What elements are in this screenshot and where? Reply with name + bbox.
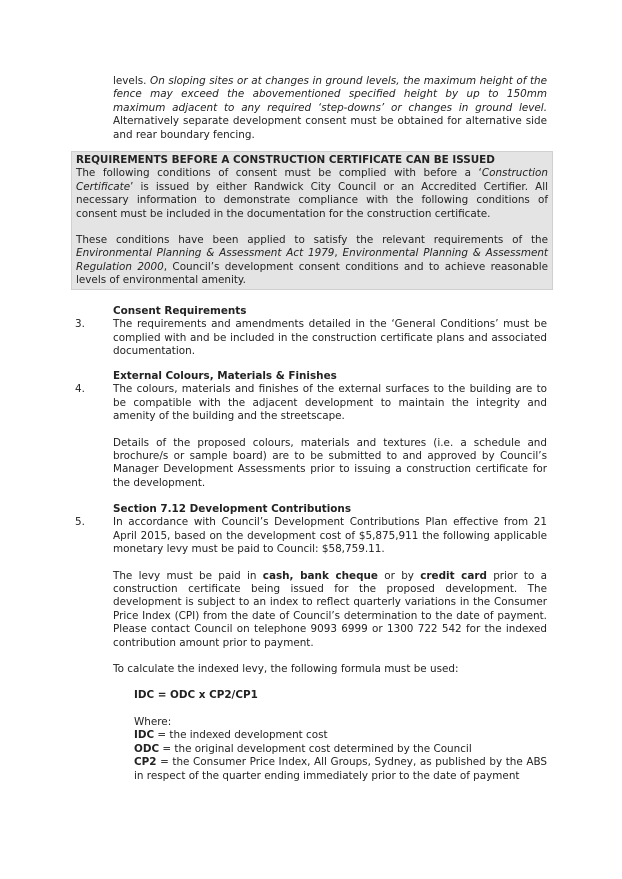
formula-definitions xyxy=(134,716,547,783)
condition-4 xyxy=(113,370,547,490)
condition-title: External Colours, Materials & Finishes xyxy=(113,370,337,382)
box-heading: REQUIREMENTS BEFORE A CONSTRUCTION CERTIFICATE CAN BE ISSUED xyxy=(76,154,495,166)
condition-text: The colours, materials and finishes of the external surfaces to the building are to be compatible with the adjacent development to maintain the integrity and amenity of the building and the streetscape. xyxy=(113,383,547,423)
where-label: Where: xyxy=(134,715,172,728)
condition-text: Details of the proposed colours, materials and textures (i.e. a schedule and brochure/s or sample board) are to be submitted to and approved by Council’s Manager Development Assessments prior to issuing a construction certificate for the development. xyxy=(113,436,547,489)
condition-number: 3. xyxy=(75,318,85,330)
condition-text: The requirements and amendments detailed in the ‘General Conditions’ must be complied with and be included in the construction certificate plans and associated documentation. xyxy=(113,318,547,358)
condition-title: Section 7.12 Development Contributions xyxy=(113,503,352,515)
definition-item: ODC = the original development cost determined by the Council xyxy=(134,742,472,755)
intro-paragraph xyxy=(113,75,547,142)
box-paragraph-2: These conditions have been applied to satisfy the relevant requirements of the Environmental Planning & Assessment Act 1979, Environmental Planning & Assessment Regulation 2000, Council’s development consent conditions and to achieve reasonable levels of environmental amenity. xyxy=(76,234,549,287)
formula: IDC = ODC x CP2/CP1 xyxy=(134,689,258,702)
condition-number: 4. xyxy=(75,383,85,395)
condition-text: In accordance with Council’s Development Contributions Plan effective from 21 April 2015, based on the development cost of $5,875,911 the following applicable monetary levy must be paid to Council: $58,759.11. xyxy=(113,516,547,556)
condition-5 xyxy=(113,503,547,783)
condition-title: Consent Requirements xyxy=(113,305,247,317)
definition-item: CP2 = the Consumer Price Index, All Groups, Sydney, as published by the ABS in respect of the quarter ending immediately prior to the date of payment xyxy=(134,756,547,782)
definition-item: IDC = the indexed development cost xyxy=(134,729,328,742)
construction-certificate-box xyxy=(71,151,553,290)
condition-number: 5. xyxy=(75,516,85,528)
levy-payment-text: The levy must be paid in cash, bank cheque or by credit card prior to a construction certificate being issued for the proposed development. The development is subject to an index to reflect quarterly variations in the Consumer Price Index (CPI) from the date of Council’s determination to the date of payment. Please contact Council on telephone 9093 6999 or 1300 722 542 for the indexed contribution amount prior to payment. xyxy=(113,569,547,649)
condition-3 xyxy=(113,305,547,359)
formula-intro: To calculate the indexed levy, the following formula must be used: xyxy=(113,663,459,676)
box-paragraph-1: The following conditions of consent must be complied with before a ‘Construction Certificate’ is issued by either Randwick City Council or an Accredited Certifier. All necessary information to demonstrate compliance with the following conditions of consent must be included in the documentation for the construction certificate. xyxy=(76,167,548,220)
intro-text: levels. On sloping sites or at changes in ground levels, the maximum height of the fence may exceed the abovementioned specified height by up to 150mm maximum adjacent to any required ‘step-downs’ or changes in ground level. Alternatively separate development consent must be obtained for alternative side and rear boundary fencing. xyxy=(113,75,547,141)
